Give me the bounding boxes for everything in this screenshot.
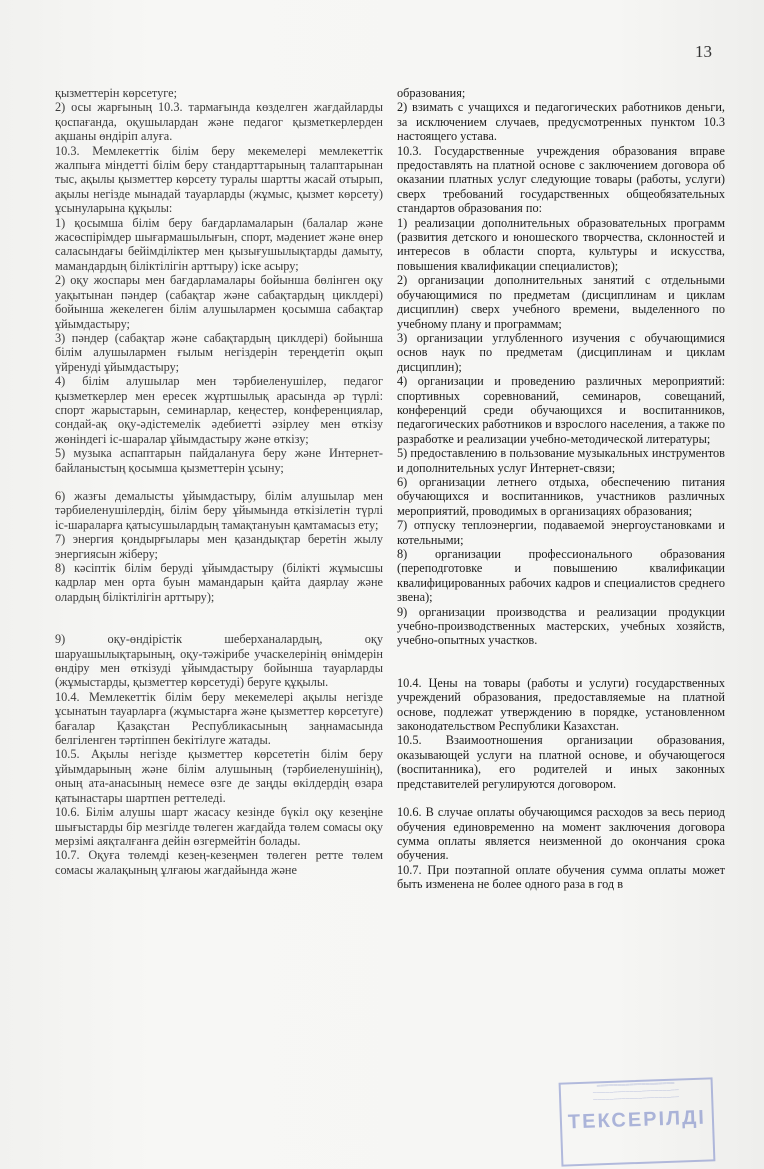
stamp-text-line: ═══════════════════ (596, 1080, 675, 1090)
kz-paragraph: 3) пәндер (сабақтар және сабақтардың циклдері) бойынша білім алушылармен ғылым негіздерін тереңдетіп оқып үйренуді ұйымдастыру; (55, 330, 383, 374)
ru-paragraph: 7) отпуску теплоэнергии, подаваемой энергоустановками и котельными; (397, 518, 725, 547)
ru-paragraph: 10.3. Государственные учреждения образования вправе предоставлять на платной основе с заключением договора об оказании платных услуг следующие товары (работы, услуги) сверх требований государственных общеобязательных стандартов образования по: (397, 143, 725, 216)
kazakh-column (55, 86, 383, 877)
kz-paragraph: 4) білім алушылар мен тәрбиеленушілер, педагог қызметкерлер мен ересек жұртшылық арасында әр түрлі: спорт жарыстарын, семинарлар, кеңестер, конференциялар, сондай-ақ оқу-әдістемелік әдебиетті әзірлеу мен өткізу жөніндегі іс-шаралар ұйымдастыру және өткізу; (55, 374, 383, 446)
kz-paragraph: 10.5. Ақылы негізде қызметтер көрсететін білім беру ұйымдарының және білім алушының (тәрбиеленушінің), оның ата-анасының немесе өзге де заңды өкілдердің өзара қатынастары шартпен реттеледі. (55, 747, 383, 805)
stamp-word: ТЕКСЕРІЛДІ (567, 1106, 707, 1134)
kz-paragraph: 10.7. Оқуға төлемді кезең-кезеңмен төлеген ретте төлем сомасы жалақының ұлғаюы жағдайында және (55, 848, 383, 877)
ru-paragraph: образования; (397, 86, 466, 100)
ru-paragraph: 10.5. Взаимоотношения организации образования, оказывающей услуги на платной основе, и обучающегося (воспитанника), его родителей и иных законных представителей регулируются договором. (397, 733, 725, 791)
stamp-text-line: ───────────────────── (592, 1087, 680, 1097)
ru-paragraph: 2) взимать с учащихся и педагогических работников деньги, за исключением случаев, предусмотренных пунктом 10.3 настоящего устава. (397, 100, 725, 144)
ru-paragraph: 8) организации профессионального образования (переподготовке и повышению квалификации квалифицированных рабочих кадров и специалистов среднего звена); (397, 547, 725, 605)
ru-paragraph: 9) организации производства и реализации продукции учебно-производственных мастерских, учебных хозяйств, учебно-опытных участков. (397, 604, 725, 648)
ru-paragraph: 2) организации дополнительных занятий с отдельными обучающимися по предметам (дисциплинам и циклам дисциплин) сверх учебного времени, выделенного по учебному плану и программам; (397, 273, 725, 331)
page-number: 13 (695, 42, 712, 61)
russian-column (397, 86, 725, 892)
kz-paragraph: 6) жазғы демалысты ұйымдастыру, білім алушылар мен тәрбиеленушілердің, білім беру ұйымында өткізілетін түрлі іс-шараларға қатысушылардың тамақтануын қамтамасыз ету; (55, 488, 383, 532)
kz-paragraph: 2) осы жарғының 10.3. тармағында көзделген жағдайларды қоспағанда, оқушылардан және педагог қызметкерлерден ақшаны өндіріп алуға. (55, 100, 383, 144)
kz-paragraph: 2) оқу жоспары мен бағдарламалары бойынша бөлінген оқу уақытынан пәндер (сабақтар және сабақтардың циклдері) бойынша жекелеген білім алушылармен қосымша сабақтар ұйымдастыру; (55, 273, 383, 331)
ru-paragraph: 1) реализации дополнительных образовательных программ (развития детского и юношеского творчества, склонностей и интересов в области спорта, культуры и искусства, повышения квалификации специалистов); (397, 215, 725, 273)
ru-paragraph: 3) организации углубленного изучения с обучающимися основ наук по предметам (дисциплинам и циклам дисциплин); (397, 330, 725, 374)
kz-paragraph: 10.3. Мемлекеттік білім беру мекемелері мемлекеттік жалпыға міндетті білім беру стандарттарының талаптарынан тыс, ақылы қызметтер көрсету туралы шартты жасай отырып, ақылы негізде мынадай тауарларды (жұмыс, қызмет көрсету) ұсынуларына құқылы: (55, 143, 383, 216)
kz-paragraph: 1) қосымша білім беру бағдарламаларын (балалар және жасөспірімдер шығармашылығын, спорт, мәдениет және өнер саласындағы бейімділіктер мен қызығушылықтарды дамыту, мамандардың біліктілігін арттыру) іске асыру; (55, 215, 383, 273)
ru-paragraph: 5) предоставлению в пользование музыкальных инструментов и дополнительных услуг Интернет-связи; (397, 446, 725, 475)
kz-paragraph: 8) кәсіптік білім беруді ұйымдастыру (білікті жұмысшы кадрлар мен орта буын мамандарын қайта даярлау және олардың біліктілігін арттыру); (55, 561, 383, 604)
kz-paragraph: қызметтерін көрсетуге; (55, 86, 178, 100)
kz-paragraph: 9) оқу-өндірістік шеберханалардың, оқу шаруашылықтарының, оқу-тәжірибе учаскелерінің өнімдерін өндіру мен өткізуді ұйымдастыру бойынша тауарларды (жұмыстарды, қызметтер көрсетуді) беруге құқылы. (55, 632, 383, 690)
ru-paragraph: 10.7. При поэтапной оплате обучения сумма оплаты может быть изменена не более одного раза в год в (397, 862, 725, 892)
stamp-text-line: ───────────────────── (593, 1094, 680, 1104)
ru-paragraph: 10.6. В случае оплаты обучающимся расходов за весь период обучения единовременно на момент заключения договора сумма оплаты является неизменной до окончания срока обучения. (397, 805, 725, 863)
ru-paragraph: 4) организации и проведению различных мероприятий: спортивных соревнований, семинаров, совещаний, конференций среди обучающихся и воспитанников, педагогических работников и взрослого населения, а также по разработке и реализации учебно-методической литературы; (397, 374, 725, 446)
kz-paragraph: 10.4. Мемлекеттік білім беру мекемелері ақылы негізде ұсынатын тауарларға (жұмыстарға және қызметтер көрсетуге) бағалар Қазақстан Республикасының заңнамасында белгіленген тәртіппен бекітілуге жатады. (55, 689, 383, 748)
kz-paragraph: 7) энергия қондырғылары мен қазандықтар беретін жылу энергиясын жіберу; (55, 532, 383, 561)
ru-paragraph: 6) организации летнего отдыха, обеспечению питания обучающихся и воспитанников, участников различных мероприятий, проводимых в организациях образования; (397, 474, 725, 518)
ru-paragraph: 10.4. Цены на товары (работы и услуги) государственных учреждений образования, предоставляемые на платной основе, подлежат утверждению в порядке, установленном законодательством Республики Казахстан. (397, 675, 725, 734)
verification-stamp (559, 1077, 716, 1166)
kz-paragraph: 5) музыка аспаптарын пайдалануға беру және Интернет-байланыстың қосымша қызметтерін ұсыну; (55, 446, 383, 475)
kz-paragraph: 10.6. Білім алушы шарт жасасу кезінде бүкіл оқу кезеңіне шығыстарды бір мезгілде төлеген жағдайда төлем сомасы оқу мерзімі аяқталғанға дейін өзгермейтін болады. (55, 805, 383, 848)
